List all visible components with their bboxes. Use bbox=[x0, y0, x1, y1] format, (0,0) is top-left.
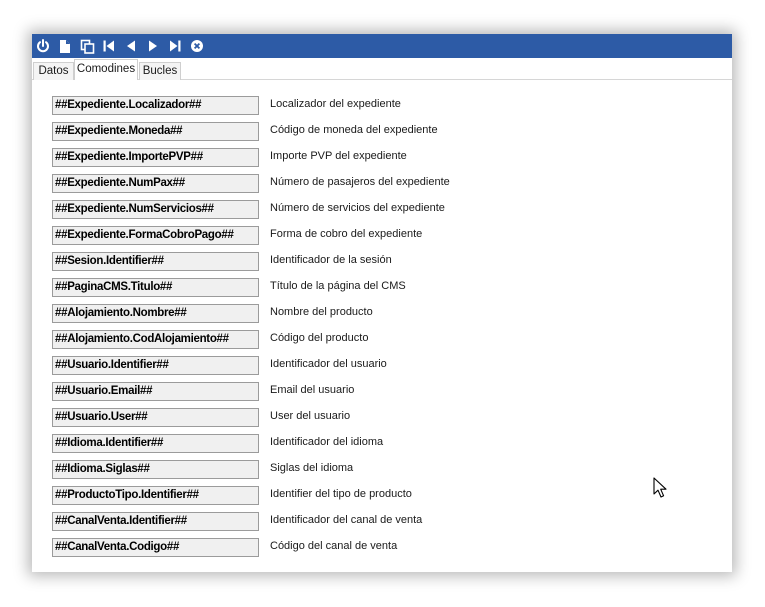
wildcard-description: Título de la página del CMS bbox=[270, 280, 406, 292]
wildcard-token[interactable]: ##Sesion.Identifier## bbox=[52, 252, 259, 271]
wildcard-token[interactable]: ##Idioma.Identifier## bbox=[52, 434, 259, 453]
wildcard-token[interactable]: ##Idioma.Siglas## bbox=[52, 460, 259, 479]
wildcard-description: Nombre del producto bbox=[270, 306, 373, 318]
wildcard-token[interactable]: ##Usuario.Email## bbox=[52, 382, 259, 401]
wildcard-token[interactable]: ##Usuario.Identifier## bbox=[52, 356, 259, 375]
tab-bucles[interactable]: Bucles bbox=[139, 62, 181, 80]
wildcard-description: Forma de cobro del expediente bbox=[270, 228, 423, 240]
close-button[interactable] bbox=[188, 36, 206, 56]
wildcard-token[interactable]: ##Expediente.NumServicios## bbox=[52, 200, 259, 219]
close-circle-icon bbox=[190, 39, 204, 53]
wildcard-token[interactable]: ##Expediente.Localizador## bbox=[52, 96, 259, 115]
mouse-pointer-icon bbox=[653, 477, 667, 499]
wildcard-token[interactable]: ##Alojamiento.Nombre## bbox=[52, 304, 259, 323]
wildcard-description: Email del usuario bbox=[270, 384, 355, 396]
previous-record-button[interactable] bbox=[122, 36, 140, 56]
wildcard-token[interactable]: ##Expediente.FormaCobroPago## bbox=[52, 226, 259, 245]
wildcard-description: Identificador de la sesión bbox=[270, 254, 392, 266]
wildcard-description: Identificador del usuario bbox=[270, 358, 387, 370]
wildcard-description: Localizador del expediente bbox=[270, 98, 401, 110]
wildcard-description: Identificador del idioma bbox=[270, 436, 384, 448]
wildcard-description: Número de servicios del expediente bbox=[270, 202, 445, 214]
wildcard-description: Importe PVP del expediente bbox=[270, 150, 407, 162]
next-record-button[interactable] bbox=[144, 36, 162, 56]
wildcard-token[interactable]: ##Expediente.ImportePVP## bbox=[52, 148, 259, 167]
wildcard-description: Siglas del idioma bbox=[270, 462, 354, 474]
first-record-icon bbox=[102, 39, 116, 53]
wildcard-token[interactable]: ##CanalVenta.Identifier## bbox=[52, 512, 259, 531]
new-document-icon bbox=[58, 39, 72, 54]
wildcard-description: Número de pasajeros del expediente bbox=[270, 176, 450, 188]
last-record-icon bbox=[168, 39, 182, 53]
tab-datos[interactable]: Datos bbox=[33, 62, 74, 80]
wildcard-description: Identifier del tipo de producto bbox=[270, 488, 412, 500]
wildcard-token[interactable]: ##CanalVenta.Codigo## bbox=[52, 538, 259, 557]
toolbar bbox=[32, 34, 732, 58]
wildcard-token[interactable]: ##Alojamiento.CodAlojamiento## bbox=[52, 330, 259, 349]
wildcard-token[interactable]: ##PaginaCMS.Titulo## bbox=[52, 278, 259, 297]
wildcards-window bbox=[32, 34, 732, 572]
tab-comodines[interactable]: Comodines bbox=[74, 59, 138, 80]
new-document-button[interactable] bbox=[56, 36, 74, 56]
tab-bar bbox=[32, 58, 732, 80]
power-icon bbox=[36, 39, 50, 53]
wildcard-token[interactable]: ##Expediente.Moneda## bbox=[52, 122, 259, 141]
last-record-button[interactable] bbox=[166, 36, 184, 56]
wildcard-token[interactable]: ##ProductoTipo.Identifier## bbox=[52, 486, 259, 505]
copy-button[interactable] bbox=[78, 36, 96, 56]
wildcard-description: User del usuario bbox=[270, 410, 351, 422]
first-record-button[interactable] bbox=[100, 36, 118, 56]
wildcard-token[interactable]: ##Usuario.User## bbox=[52, 408, 259, 427]
copy-icon bbox=[80, 39, 95, 54]
wildcards-list bbox=[32, 80, 732, 572]
wildcard-token[interactable]: ##Expediente.NumPax## bbox=[52, 174, 259, 193]
wildcard-description: Código del producto bbox=[270, 332, 369, 344]
previous-record-icon bbox=[124, 39, 138, 53]
power-button[interactable] bbox=[34, 36, 52, 56]
wildcard-description: Código del canal de venta bbox=[270, 540, 398, 552]
next-record-icon bbox=[146, 39, 160, 53]
wildcard-description: Identificador del canal de venta bbox=[270, 514, 423, 526]
wildcard-description: Código de moneda del expediente bbox=[270, 124, 438, 136]
